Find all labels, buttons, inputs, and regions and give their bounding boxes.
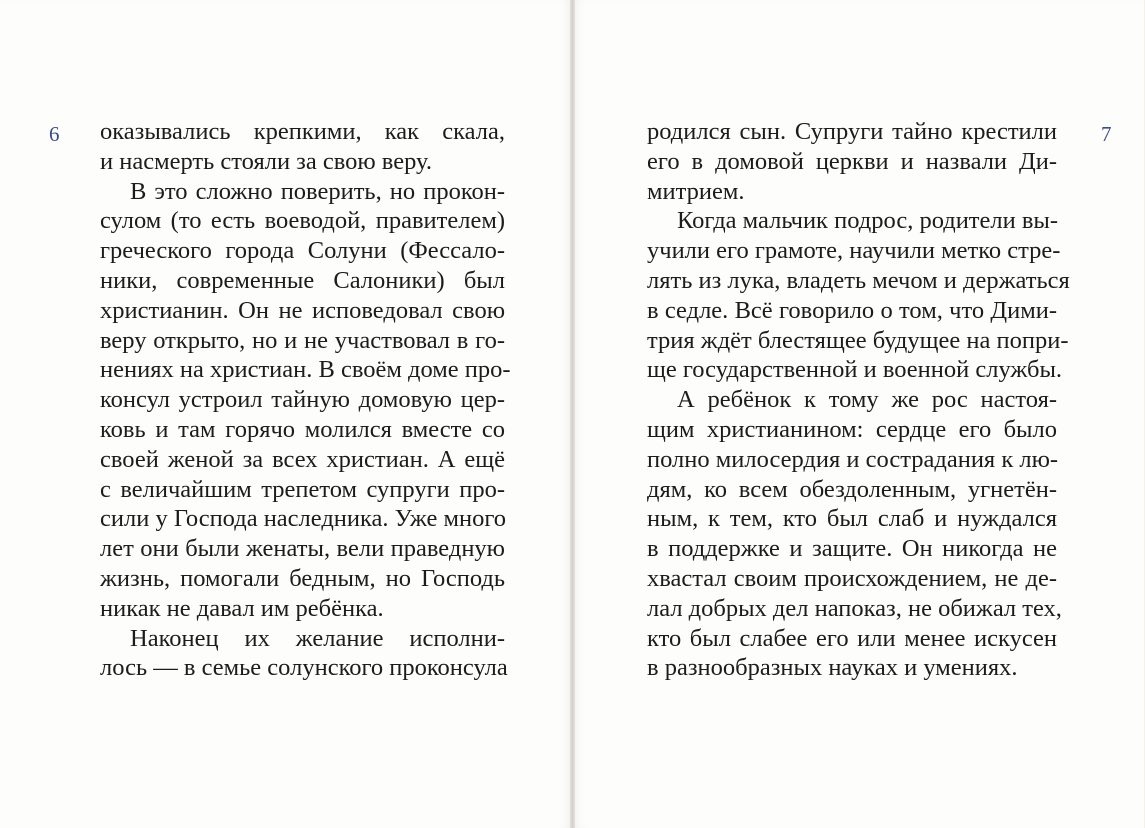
text-line: учили его грамоте, научили метко стре- (647, 237, 1061, 265)
text-line: греческого города Солуни (Фессало- (100, 237, 505, 265)
right-page (572, 0, 1144, 828)
right-text-column (647, 117, 1070, 683)
text-line: трия ждёт блестящее будущее на попри- (647, 326, 1069, 354)
text-line: митрием. (647, 177, 745, 205)
text-line: лось — в семье солунского проконсула (100, 654, 508, 682)
text-line: нениях на христиан. В своём доме про- (100, 356, 511, 384)
text-line: В это сложно поверить, но прокон- (130, 177, 505, 205)
page-number-left: 6 (49, 122, 60, 146)
page-number-right: 7 (1101, 122, 1112, 146)
text-line: полно милосердия и сострадания к лю- (647, 445, 1059, 473)
text-line: ще государственной и военной службы. (647, 356, 1063, 384)
text-line: лал добрых дел напоказ, не обижал тех, (647, 594, 1062, 622)
left-page (0, 0, 572, 828)
text-line: никак не давал им ребёнка. (100, 594, 384, 622)
text-line: кто был слабее его или менее искусен (647, 624, 1057, 652)
text-line: А ребёнок к тому же рос настоя- (677, 386, 1057, 414)
text-line: ники, современные Салоники) был (100, 266, 505, 294)
text-line: и насмерть стояли за свою веру. (100, 147, 432, 175)
text-line: ковь и там горячо молился вместе со (100, 415, 505, 443)
text-line: Когда мальчик подрос, родители вы- (677, 207, 1059, 235)
left-text-column (100, 117, 511, 683)
text-line: своей женой за всех христиан. А ещё (100, 445, 505, 473)
text-line: в разнообразных науках и умениях. (647, 654, 1018, 682)
text-line: оказывались крепкими, как скала, (100, 118, 505, 145)
text-line: родился сын. Супруги тайно крестили (647, 118, 1057, 145)
text-line: жизнь, помогали бедным, но Господь (100, 564, 505, 592)
book-gutter (570, 0, 575, 828)
text-line: с величайшим трепетом супруги про- (100, 475, 505, 503)
text-line: лет они были женаты, вели праведную (100, 535, 505, 563)
text-line: Наконец их желание исполни- (130, 624, 505, 652)
text-line: консул устроил тайную домовую цер- (100, 386, 505, 414)
text-line: сили у Господа наследника. Уже много (100, 505, 507, 533)
text-line: хвастал своим происхождением, не де- (647, 564, 1057, 592)
text-line: щим христианином: сердце его было (647, 415, 1057, 443)
text-line: веру открыто, но и не участвовал в го- (100, 326, 505, 354)
text-line: христианин. Он не исповедовал свою (100, 296, 505, 324)
text-line: сулом (то есть воеводой, правителем) (100, 207, 505, 235)
text-line: в поддержке и защите. Он никогда не (647, 535, 1057, 563)
text-line: его в домовой церкви и назвали Ди- (647, 147, 1057, 175)
text-line: в седле. Всё говорило о том, что Дими- (647, 296, 1057, 324)
text-line: лять из лука, владеть мечом и держаться (647, 266, 1070, 294)
text-line: дям, ко всем обездоленным, угнетён- (647, 475, 1057, 503)
text-line: ным, к тем, кто был слаб и нуждался (647, 505, 1057, 533)
